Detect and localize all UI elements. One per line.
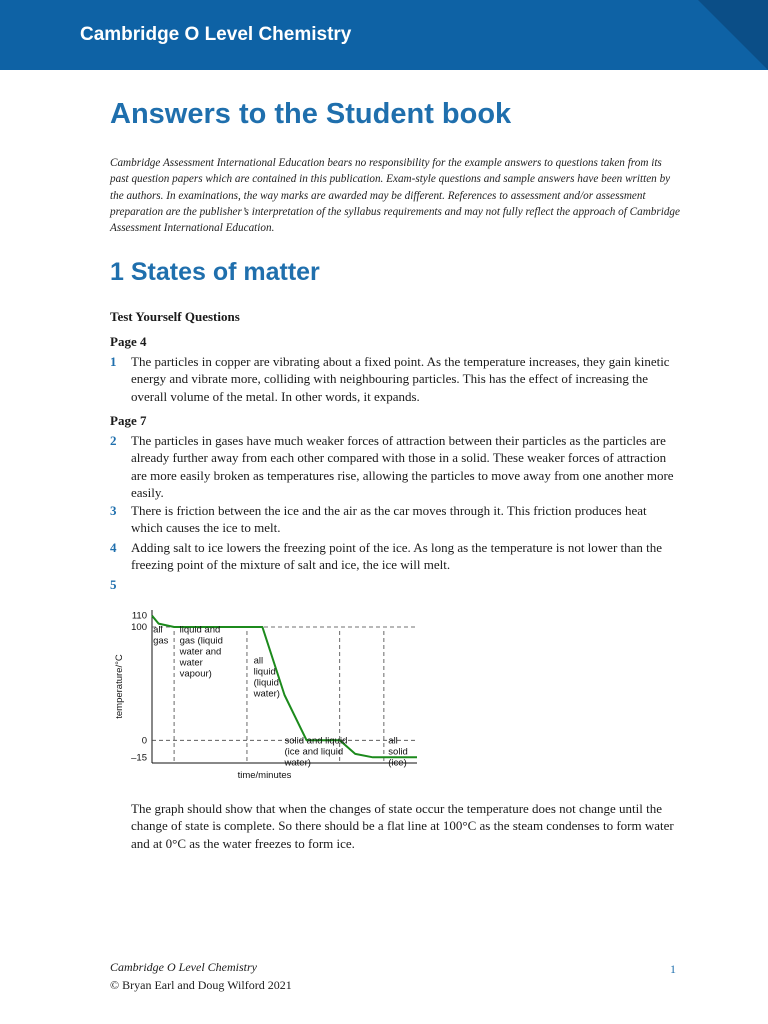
question-number: 1 <box>110 354 117 369</box>
header-banner <box>0 0 768 70</box>
region-label: liquid and gas (liquid water and water vapour) <box>179 624 223 680</box>
banner-title: Cambridge O Level Chemistry <box>80 24 352 45</box>
question-number: 4 <box>110 540 117 555</box>
question-number: 5 <box>110 577 117 592</box>
chapter-title: 1 States of matter <box>110 258 320 286</box>
question-text: Adding salt to ice lowers the freezing point of the ice. As long as the temperature is not lower than the freezing point of the mixture of salt and ice, the ice will melt. <box>131 540 663 573</box>
y-tick-label: –15 <box>131 752 147 764</box>
page-label-7: Page 7 <box>110 413 147 428</box>
region-label: solid and liquid (ice and liquid water) <box>284 735 348 769</box>
y-axis-label: temperature/°C <box>114 654 125 719</box>
footer-book-title: Cambridge O Level Chemistry <box>110 960 257 974</box>
question-text: The particles in gases have much weaker forces of attraction between their particles as the particles are already further away from each other compared with those in a solid. These weaker forces of attraction are more easily broken as temperatures rise, allowing the particles to move away from one another more easily. <box>131 433 674 500</box>
page-heading: Answers to the Student book <box>110 98 512 130</box>
answer-5-text: The graph should show that when the changes of state occur the temperature does not change until the change of state is complete. So there should be a flat line at 100°C as the steam condenses to form water and at 0°C as the water freezes to form ice. <box>131 801 674 851</box>
page-label-4: Page 4 <box>110 334 147 349</box>
banner-corner <box>698 0 768 70</box>
region-label: all gas <box>153 624 169 647</box>
section-title: Test Yourself Questions <box>110 309 240 324</box>
region-label: all solid (ice) <box>388 735 408 769</box>
question-text: There is friction between the ice and the air as the car moves through it. This friction produces heat which causes the ice to melt. <box>131 503 647 536</box>
region-label: all liquid (liquid water) <box>253 655 280 700</box>
y-tick-label: 110 <box>131 610 147 622</box>
disclaimer: Cambridge Assessment International Education bears no responsibility for the example answers to questions taken from its past question papers which are contained in this publication. Exam-style questions and sample answers have been written by the authors. In examinations, the way marks are awarded may be different. References to assessment and/or assessment preparation are the publisher’s interpretation of the syllabus requirements and may not fully reflect the approach of Cambridge Assessment International Education. <box>110 157 680 235</box>
y-tick-label: 100 <box>131 622 147 633</box>
y-tick-label: 0 <box>141 735 147 747</box>
page-number: 1 <box>670 962 676 976</box>
x-axis-label: time/minutes <box>237 770 292 781</box>
question-number: 3 <box>110 503 117 518</box>
question-number: 2 <box>110 433 117 448</box>
cooling-curve-chart <box>112 606 422 782</box>
question-text: The particles in copper are vibrating about a fixed point. As the temperature increases, they gain kinetic energy and vibrate more, colliding with neighbouring particles. This has the effect of increasing the overall volume of the metal. In other words, it expands. <box>131 354 670 404</box>
footer-copyright: © Bryan Earl and Doug Wilford 2021 <box>110 978 292 992</box>
